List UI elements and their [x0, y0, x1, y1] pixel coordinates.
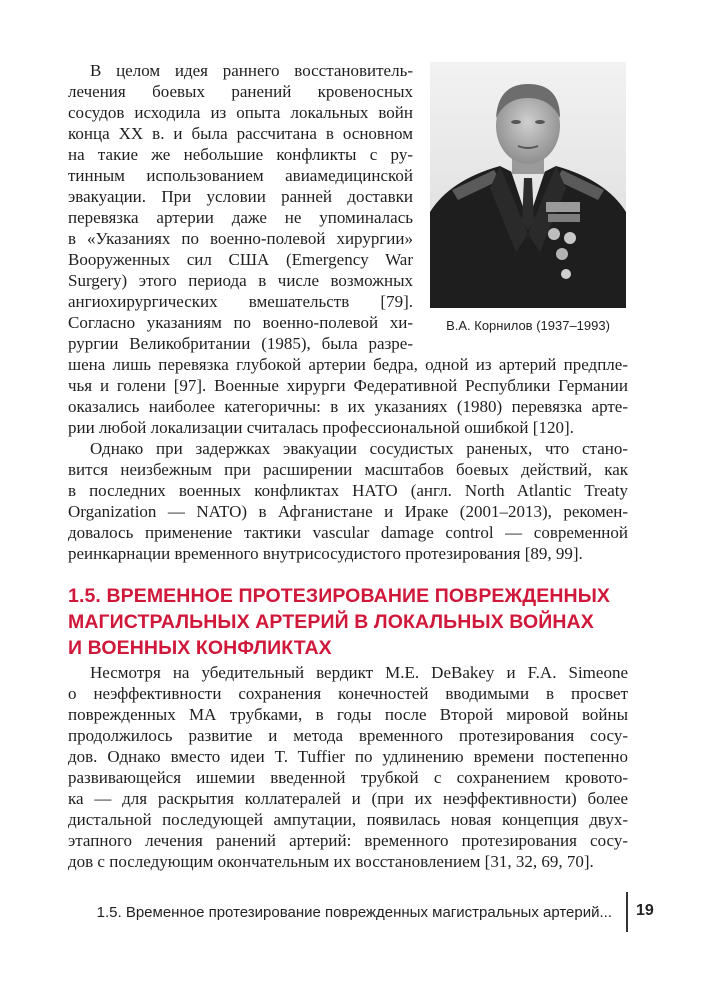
- section-heading: [68, 583, 648, 661]
- text-line: вится неизбежным при расширении масштабов боевых действий, как: [68, 460, 628, 479]
- text-line: шена лишь перевязка глубокой артерии бедра, одной из артерий предпле-: [68, 355, 628, 374]
- text-line: на такие же небольшие конфликты с ру-: [68, 145, 413, 164]
- text-line: оказались наиболее категоричны: в их указаниях (1980) перевязка арте-: [68, 397, 628, 416]
- figure-caption: В.А. Корнилов (1937–1993): [446, 318, 610, 333]
- text-line: поврежденных МА трубками, в годы после Второй мировой войны: [68, 705, 628, 724]
- text-line: этапного лечения ранений артерий: временного протезирования сосу-: [68, 831, 628, 850]
- text-line: дов. Однако вместо идеи T. Tuffier по удлинению времени постепенно: [68, 747, 628, 766]
- text-line: лечения боевых ранений кровеносных: [68, 82, 413, 101]
- page-number: 19: [636, 902, 654, 919]
- text-line: довалось применение тактики vascular damage control — современной: [68, 523, 628, 542]
- text-line: развивающейся ишемии введенной трубкой с сохранением кровото-: [68, 768, 628, 787]
- portrait-photo: [430, 62, 626, 308]
- text-line: Несмотря на убедительный вердикт M.E. DeBakey и F.A. Simeone: [90, 663, 628, 682]
- text-line: в «Указаниях по военно-полевой хирургии»: [68, 229, 413, 248]
- text-line: ка — для раскрытия коллатералей и (при их неэффективности) более: [68, 789, 628, 808]
- running-footer-title: 1.5. Временное протезирование поврежденных магистральных артерий...: [96, 904, 612, 921]
- text-line: реинкарнации временного внутрисосудистого протезирования [89, 99].: [68, 544, 583, 563]
- text-line: Однако при задержках эвакуации сосудистых раненых, что стано-: [90, 439, 628, 458]
- text-line: рургии Великобритании (1985), была разре-: [68, 334, 413, 353]
- text-line: дистальной последующей ампутации, появилась новая концепция двух-: [68, 810, 628, 829]
- text-line: сосудов исходила из опыта локальных войн: [68, 103, 413, 122]
- text-line: ангиохирургических вмешательств [79].: [68, 292, 413, 311]
- paragraph-3: [68, 662, 628, 872]
- text-line: конца XX в. и была рассчитана в основном: [68, 124, 413, 143]
- text-line: рии любой локализации считалась профессиональной ошибкой [120].: [68, 418, 574, 437]
- paragraph-1-wrapped: [68, 60, 413, 354]
- text-line: перевязка артерии даже не упоминалась: [68, 208, 413, 227]
- heading-line: И ВОЕННЫХ КОНФЛИКТАХ: [68, 637, 332, 659]
- paragraph-1-continued: [68, 354, 628, 438]
- text-line: в последних военных конфликтах НАТО (англ. North Atlantic Treaty: [68, 481, 628, 500]
- text-line: В целом идея раннего восстановитель-: [90, 61, 413, 80]
- text-line: тинным использованием авиамедицинской: [68, 166, 413, 185]
- text-line: дов с последующим окончательным их восстановлением [31, 32, 69, 70].: [68, 852, 594, 871]
- text-line: Согласно указаниям по военно-полевой хи-: [68, 313, 413, 332]
- heading-line: 1.5. ВРЕМЕННОЕ ПРОТЕЗИРОВАНИЕ ПОВРЕЖДЕННЫХ: [68, 585, 611, 607]
- text-line: о неэффективности сохранения конечностей вводимыми в просвет: [68, 684, 628, 703]
- text-line: чья и голени [97]. Военные хирурги Федеративной Республики Германии: [68, 376, 628, 395]
- text-line: продолжилось развитие и метода временного протезирования сосу-: [68, 726, 628, 745]
- text-line: Surgery) этого периода в числе возможных: [68, 271, 413, 290]
- heading-line: МАГИСТРАЛЬНЫХ АРТЕРИЙ В ЛОКАЛЬНЫХ ВОЙНАХ: [68, 611, 594, 633]
- footer-divider: [626, 892, 628, 932]
- portrait-illustration: [430, 62, 626, 308]
- text-line: эвакуации. При условии ранней доставки: [68, 187, 413, 206]
- paragraph-2: [68, 438, 628, 564]
- text-line: Organization — NATO) в Афганистане и Ираке (2001–2013), рекомен-: [68, 502, 628, 521]
- text-line: Вооруженных сил США (Emergency War: [68, 250, 413, 269]
